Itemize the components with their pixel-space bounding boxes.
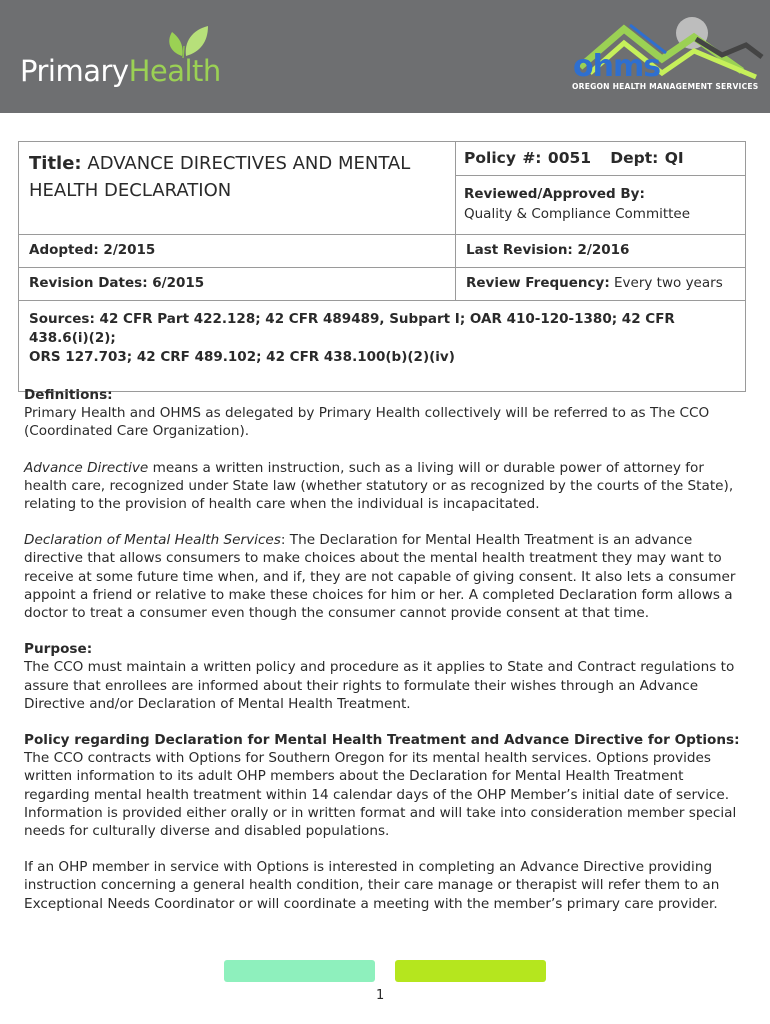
logo-word-health: Health [128, 54, 221, 88]
advance-directive-term: Advance Directive [24, 459, 149, 476]
logo-word-primary: Primary [20, 54, 129, 88]
primary-health-logo [20, 22, 230, 94]
advance-directive-text: means a written instruction, such as a living will or durable power of attorney for health care, recognized under State law (whether statutory or as recognized by the courts of the State), relating to the provision of health care when the individual is incapacitated. [24, 459, 734, 513]
title-line-2: HEALTH DECLARATION [29, 180, 232, 201]
footer-bar-mint [224, 960, 375, 982]
ohms-wordmark: ohms [573, 49, 661, 84]
purpose-heading: Purpose: [24, 641, 93, 658]
footer-bar-lime [395, 960, 546, 982]
purpose-text: The CCO must maintain a written policy and procedure as it applies to State and Contract regulations to assure that enrollees are informed about their rights to formulate their wishes through an Advance Directive and/or Declaration of Mental Health Treatment. [24, 659, 735, 712]
reviewed-cell [456, 176, 746, 235]
ohms-subtitle: OREGON HEALTH MANAGEMENT SERVICES [572, 82, 759, 91]
policy-heading: Policy regarding Declaration for Mental Health Treatment and Advance Directive for Options: [24, 732, 740, 749]
reviewed-label: Reviewed/Approved By: [464, 186, 645, 202]
ohp-member-section [24, 858, 748, 913]
sources-line-1: Sources: 42 CFR Part 422.128; 42 CFR 489489, Subpart I; OAR 410-120-1380; 42 CFR 438.6(i)(2); [29, 311, 675, 346]
revision-dates-cell [19, 268, 456, 301]
header-banner [0, 0, 770, 113]
last-revision-date: Last Revision: 2/2016 [466, 242, 630, 258]
declaration-definition [24, 531, 748, 622]
title-cell [19, 142, 456, 235]
declaration-text: : The Declaration for Mental Health Treatment is an advance directive that allows consumers to make choices about the mental health treatment they may want to receive at some future time when, and if, they are not capable of giving consent. It also lets a consumer appoint a friend or relative to make these choices for him or her. A completed Declaration form allows a doctor to treat a consumer even though the consumer cannot provide consent at that time. [24, 532, 736, 622]
policy-text: The CCO contracts with Options for Southern Oregon for its mental health services. Options provides written information to its adult OHP members about the Declaration for Mental Health Treatment regarding mental health treatment within 14 calendar days of the OHP Member’s initial date of service. Information is provided either orally or in written format and will take into consideration member special needs for culturally diverse and disabled populations. [24, 750, 737, 840]
review-frequency-value: Every two years [614, 275, 723, 291]
revision-dates: Revision Dates: 6/2015 [29, 275, 205, 291]
reviewed-value: Quality & Compliance Committee [464, 206, 691, 222]
document-body [24, 386, 748, 931]
policy-section [24, 731, 748, 840]
definitions-heading: Definitions: [24, 387, 113, 403]
policy-info-table [18, 141, 746, 392]
primary-health-wordmark [20, 54, 221, 88]
advance-directive-definition [24, 459, 748, 514]
page-number: 1 [376, 988, 385, 1003]
ohp-member-text: If an OHP member in service with Options is interested in completing an Advance Directive providing instruction concerning a general health condition, their care manage or therapist will refer them to an Exceptional Needs Coordinator or will coordinate a meeting with the member’s primary care provider. [24, 859, 720, 912]
policy-title [29, 150, 445, 204]
declaration-term: Declaration of Mental Health Services [24, 532, 281, 549]
title-label: Title: [29, 153, 82, 174]
adopted-cell [19, 235, 456, 268]
definitions-section [24, 386, 748, 441]
last-revision-cell [456, 235, 746, 268]
title-line-1: ADVANCE DIRECTIVES AND MENTAL [87, 153, 411, 174]
policy-number-cell [456, 142, 746, 176]
sources-line-2: ORS 127.703; 42 CRF 489.102; 42 CFR 438.100(b)(2)(iv) [29, 349, 455, 365]
leaf-icon [160, 22, 220, 58]
review-frequency-cell [456, 268, 746, 301]
adopted-date: Adopted: 2/2015 [29, 242, 156, 258]
definitions-text: Primary Health and OHMS as delegated by Primary Health collectively will be referred to as The CCO (Coordinated Care Organization). [24, 405, 710, 440]
policy-number: Policy #: 0051 Dept: QI [464, 149, 684, 167]
ohms-logo [566, 15, 766, 99]
review-frequency-label: Review Frequency: [466, 275, 610, 291]
purpose-section [24, 640, 748, 713]
sources-cell [19, 301, 746, 392]
